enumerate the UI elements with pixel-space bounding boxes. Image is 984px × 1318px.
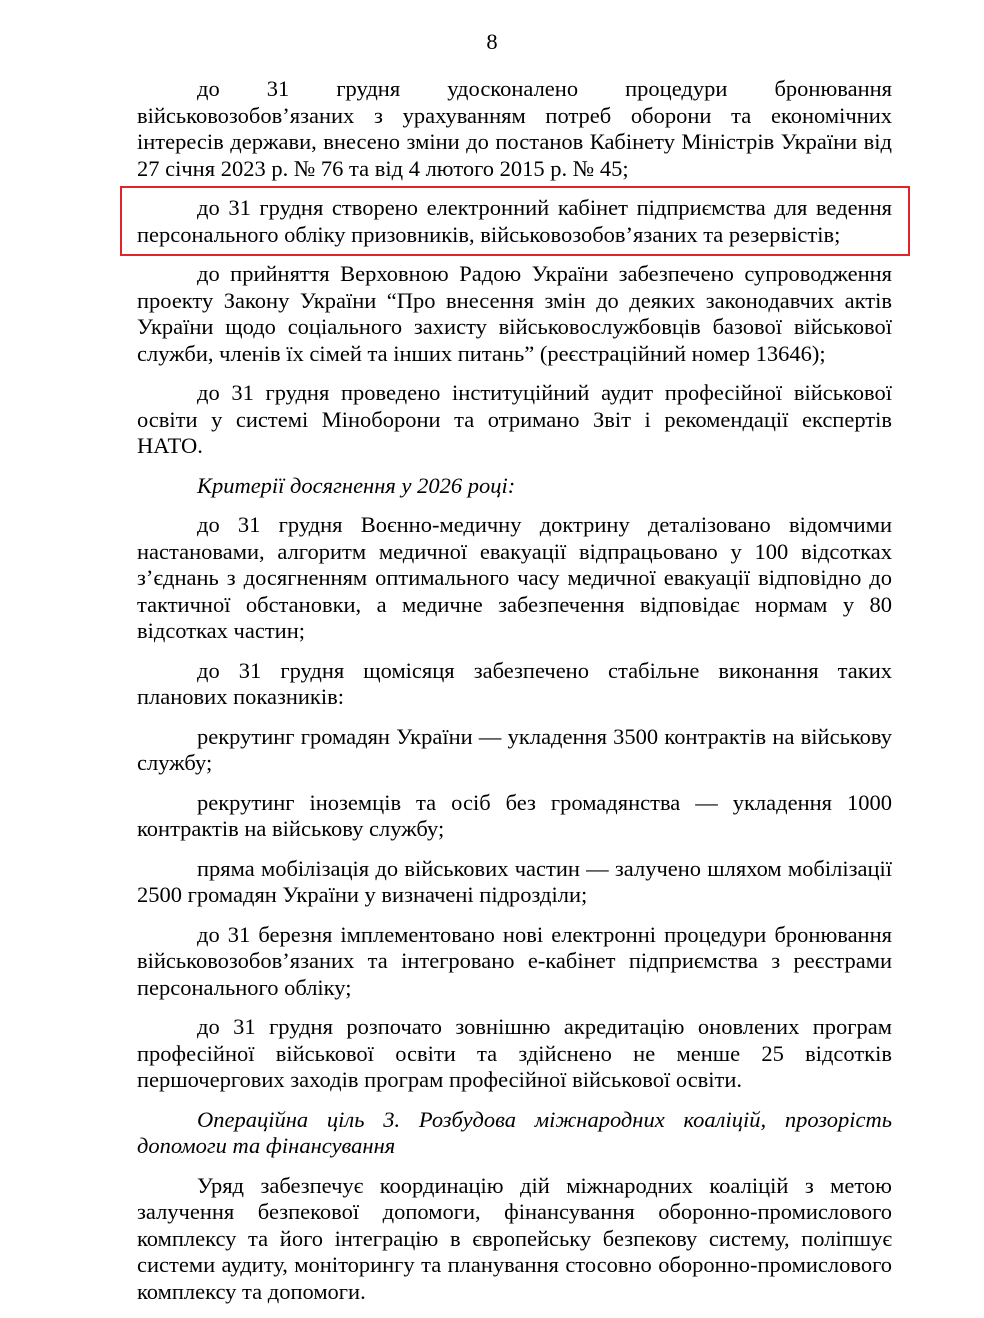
operational-goal-3-heading: Операційна ціль 3. Розбудова міжнародних коаліцій, прозорість допомоги та фінансування [137, 1106, 892, 1158]
paragraph-direct-mobilization: пряма мобілізація до військових частин — залучено шляхом мобілізації 2500 громадян України у визначені підрозділи; [137, 855, 892, 907]
paragraph-monthly-indicators: до 31 грудня щомісяця забезпечено стабільне виконання таких планових показників: [137, 657, 892, 709]
document-body [137, 76, 892, 1318]
page-number: 8 [486, 29, 498, 54]
paragraph-electronic-cabinet: до 31 грудня створено електронний кабінет підприємства для ведення персонального обліку призовників, військовозобов’язаних та резервістів; [137, 195, 892, 247]
paragraph-recruiting-citizens: рекрутинг громадян України — укладення 3500 контрактів на військову службу; [137, 723, 892, 775]
paragraph-government-coordination: Уряд забезпечує координацію дій міжнародних коаліцій з метою залучення безпекової допомоги, фінансування оборонно-промислового комплексу та його інтеграцію в європейську безпекову систему, поліпшує системи аудиту, моніторингу та планування стосовно оборонно-промислового комплексу та допомоги. [137, 1172, 892, 1304]
paragraph-institutional-audit: до 31 грудня проведено інституційний аудит професійної військової освіти у системі Міноборони та отримано Звіт і рекомендації експертів НАТО. [137, 380, 892, 458]
highlight-box [120, 186, 910, 256]
paragraph-reservation-procedures: до 31 грудня удосконалено процедури бронювання військовозобов’язаних з урахуванням потреб оборони та економічних інтересів держави, внесено зміни до постанов Кабінету Міністрів України від 27 січня 2023 р. № 76 та від 4 лютого 2015 р. № 45; [137, 76, 892, 181]
paragraph-law-support: до прийняття Верховною Радою України забезпечено супроводження проекту Закону України “Про внесення змін до деяких законодавчих актів України щодо соціального захисту військовослужбовців базової військової служби, членів їх сімей та інших питань” (реєстраційний номер 13646); [137, 261, 892, 366]
paragraph-electronic-reservation: до 31 березня імплементовано нові електронні процедури бронювання військовозобов’язаних та інтегровано е-кабінет підприємства з реєстрами персонального обліку; [137, 921, 892, 1000]
criteria-heading-2026: Критерії досягнення у 2026 році: [197, 472, 516, 498]
paragraph-medical-doctrine: до 31 грудня Воєнно-медичну доктрину деталізовано відомчими настановами, алгоритм медичної евакуації відпрацьовано у 100 відсотках з’єднань з досягненням оптимального часу медичної евакуації відповідно до тактичної обстановки, а медичне забезпечення відповідає нормам у 80 відсотках частин; [137, 512, 892, 643]
paragraph-recruiting-foreigners: рекрутинг іноземців та осіб без громадянства — укладення 1000 контрактів на військову службу; [137, 789, 892, 841]
paragraph-accreditation: до 31 грудня розпочато зовнішню акредитацію оновлених програм професійної військової освіти та здійснено не менше 25 відсотків першочергових заходів програм професійної військової освіти. [137, 1014, 892, 1092]
